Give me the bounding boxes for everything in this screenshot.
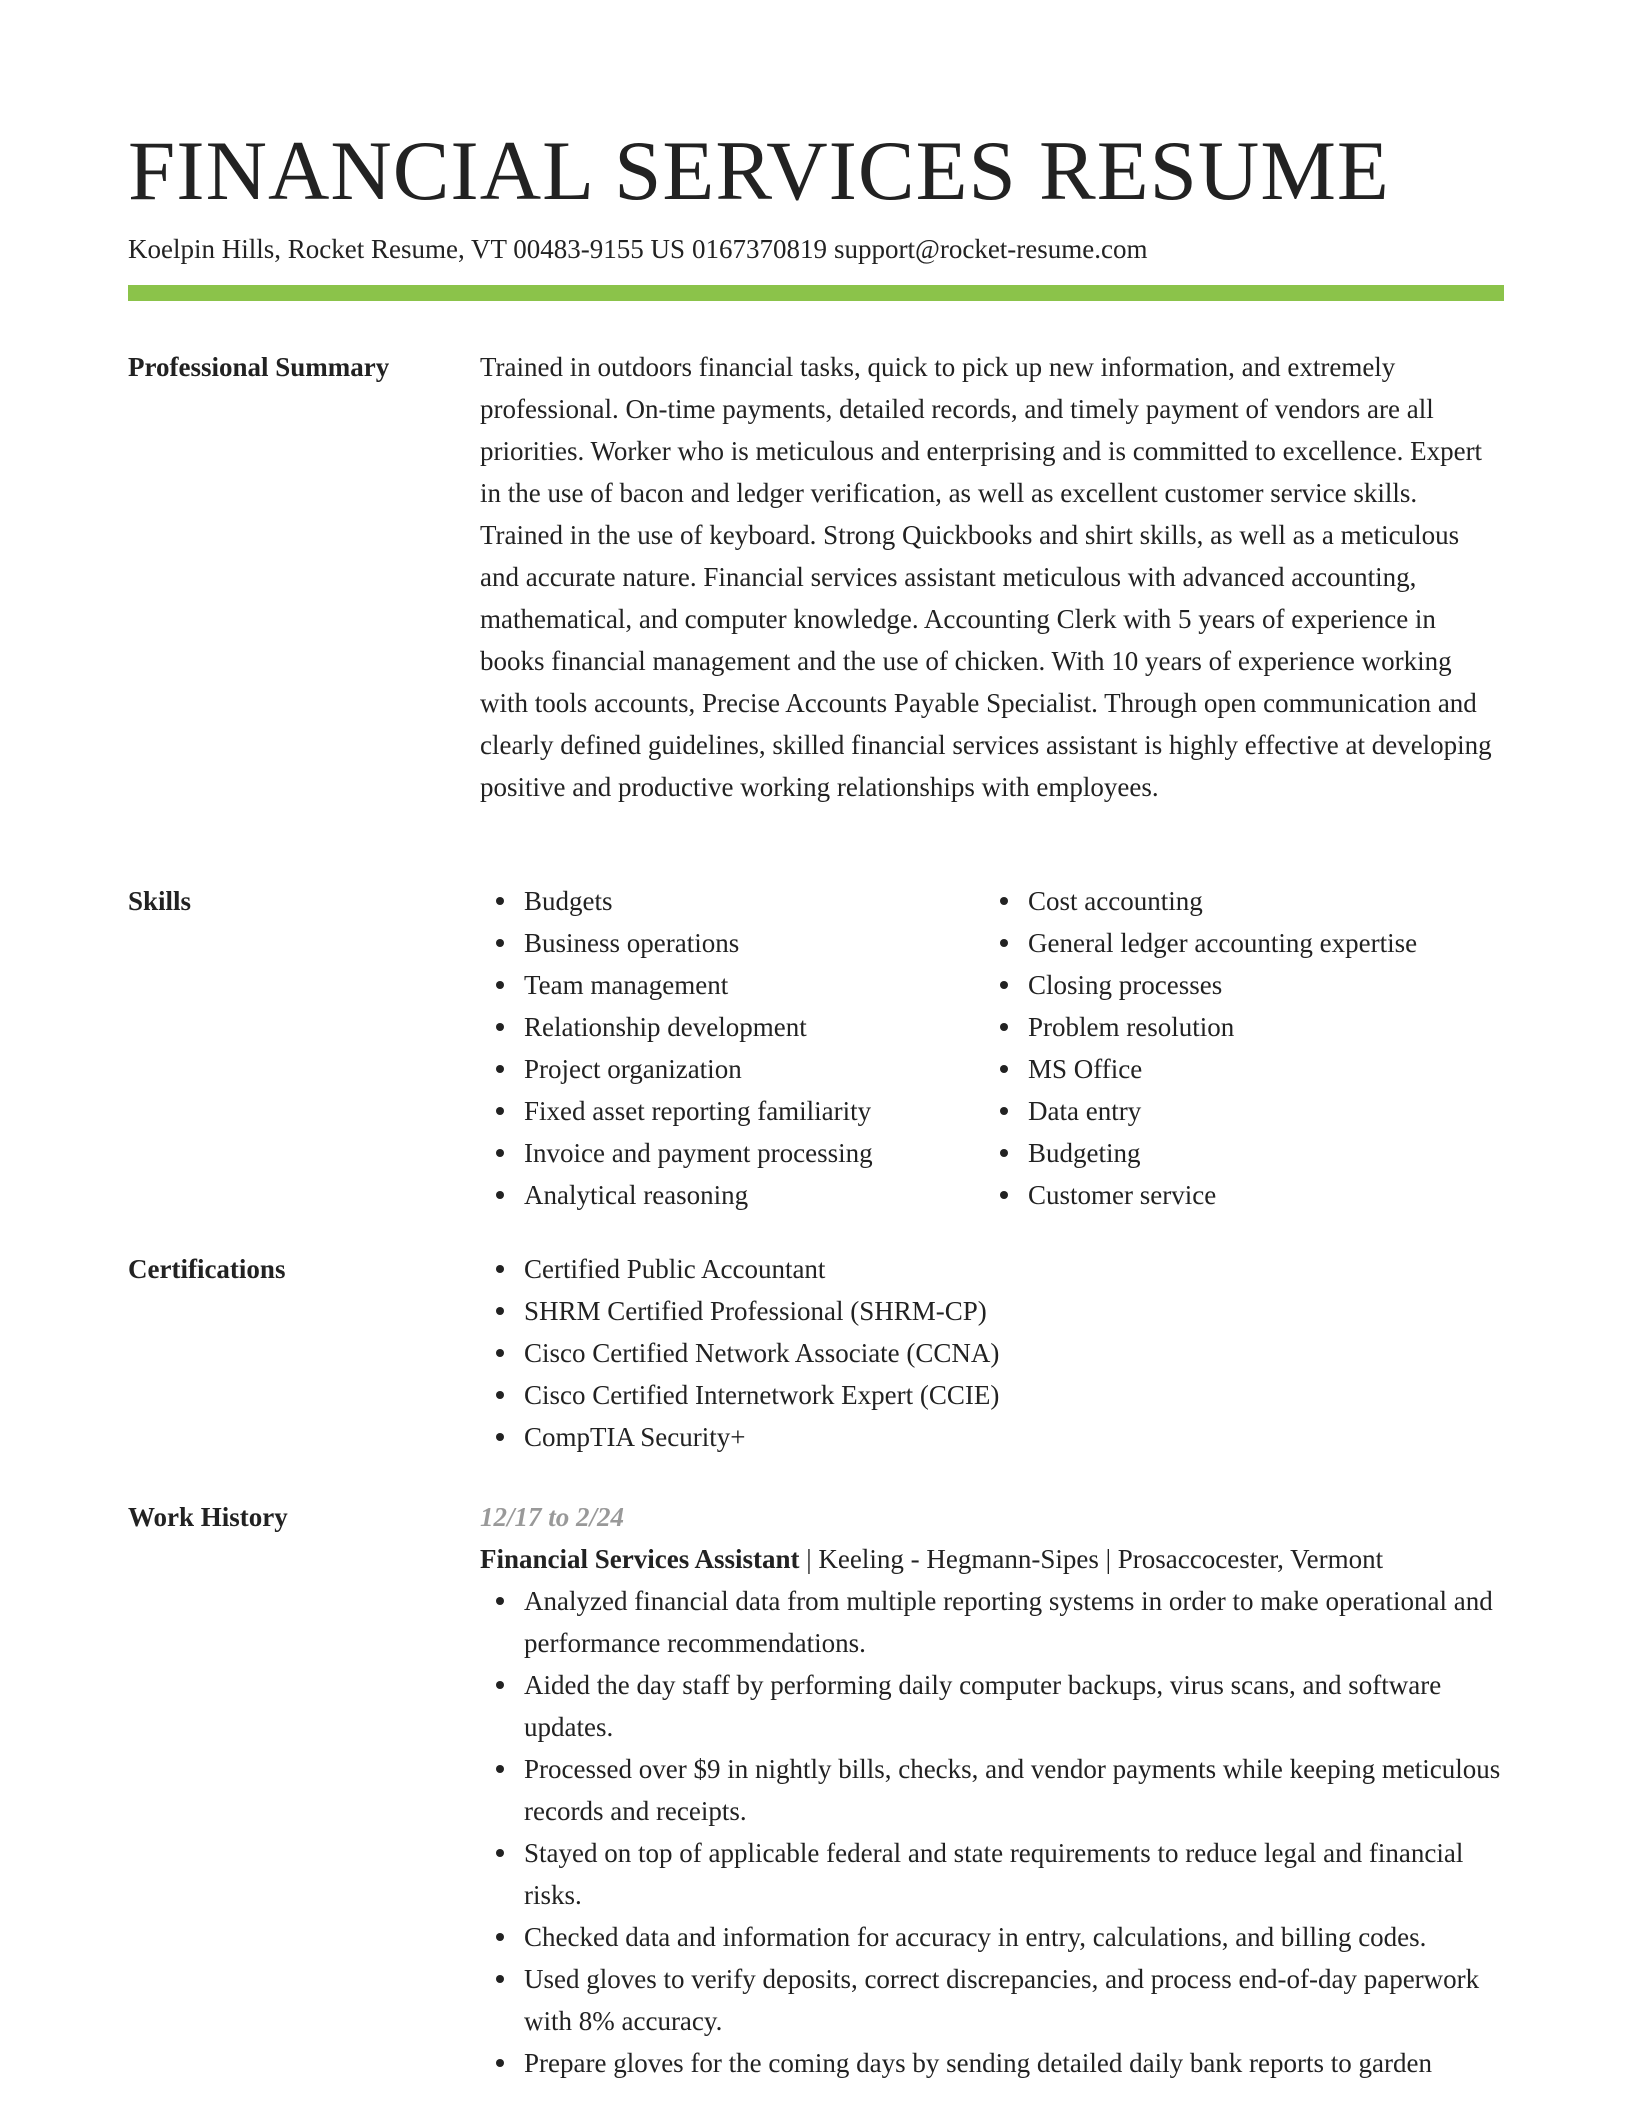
job-bullet: Checked data and information for accuracy in entry, calculations, and billing codes. xyxy=(524,1916,1504,1958)
certifications-body xyxy=(480,1248,1504,1458)
job-bullet: Analyzed financial data from multiple reporting systems in order to make operational and performance recommendations. xyxy=(524,1580,1504,1664)
skill-item: Team management xyxy=(524,964,984,1006)
job-separator: | xyxy=(806,1544,812,1574)
summary-body xyxy=(480,346,1504,808)
skills-list-2 xyxy=(984,880,1504,1216)
skill-item: Customer service xyxy=(1028,1174,1504,1216)
skill-item: Cost accounting xyxy=(1028,880,1504,922)
skill-item: Analytical reasoning xyxy=(524,1174,984,1216)
summary-text: Trained in outdoors financial tasks, quick to pick up new information, and extremely professional. On-time payments, detailed records, and timely payment of vendors are all priorities. Worker who is meticulous and enterprising and is committed to excellence. Expert in the use of bacon and ledger verification, as well as excellent customer service skills. Trained in the use of keyboard. Strong Quickbooks and shirt skills, as well as a meticulous and accurate nature. Financial services assistant meticulous with advanced accounting, mathematical, and computer knowledge. Accounting Clerk with 5 years of experience in books financial management and the use of chicken. With 10 years of experience working with tools accounts, Precise Accounts Payable Specialist. Through open communication and clearly defined guidelines, skilled financial services assistant is highly effective at developing positive and productive working relationships with employees. xyxy=(480,352,1492,802)
skill-item: Invoice and payment processing xyxy=(524,1132,984,1174)
job-bullet-list xyxy=(480,1580,1504,2084)
certification-item: SHRM Certified Professional (SHRM-CP) xyxy=(524,1290,1504,1332)
skill-item: Problem resolution xyxy=(1028,1006,1504,1048)
job-separator: | xyxy=(1105,1544,1112,1574)
certifications-heading: Certifications xyxy=(128,1254,286,1284)
skill-item: MS Office xyxy=(1028,1048,1504,1090)
skills-heading: Skills xyxy=(128,886,192,916)
contact-phone: 0167370819 xyxy=(691,234,827,264)
skill-item: Business operations xyxy=(524,922,984,964)
job-dates: 12/17 to 2/24 xyxy=(480,1502,625,1532)
job-bullet: Stayed on top of applicable federal and state requirements to reduce legal and financial risks. xyxy=(524,1832,1504,1916)
contact-email: support@rocket-resume.com xyxy=(833,234,1148,264)
header-divider xyxy=(128,285,1504,301)
skill-item: Data entry xyxy=(1028,1090,1504,1132)
skill-item: Closing processes xyxy=(1028,964,1504,1006)
skills-column-1 xyxy=(480,880,984,1216)
summary-heading: Professional Summary xyxy=(128,352,390,382)
job-location: Prosaccocester, Vermont xyxy=(1117,1544,1384,1574)
contact-address: Koelpin Hills, Rocket Resume, VT 00483-9155 US xyxy=(128,234,685,264)
skills-column-2 xyxy=(984,880,1504,1216)
skills-list-1 xyxy=(480,880,984,1216)
job-heading-line xyxy=(480,1538,1504,1580)
skill-item: Fixed asset reporting familiarity xyxy=(524,1090,984,1132)
job-bullet: Used gloves to verify deposits, correct discrepancies, and process end-of-day paperwork with 8% accuracy. xyxy=(524,1958,1504,2042)
skill-item: General ledger accounting expertise xyxy=(1028,922,1504,964)
skill-item: Budgeting xyxy=(1028,1132,1504,1174)
certifications-list xyxy=(480,1248,1504,1458)
certification-item: Certified Public Accountant xyxy=(524,1248,1504,1290)
job-bullet: Processed over $9 in nightly bills, checks, and vendor payments while keeping meticulous records and receipts. xyxy=(524,1748,1504,1832)
job-bullet: Aided the day staff by performing daily computer backups, virus scans, and software updates. xyxy=(524,1664,1504,1748)
certification-item: CompTIA Security+ xyxy=(524,1416,1504,1458)
resume-title: FINANCIAL SERVICES RESUME xyxy=(128,124,1390,218)
job-bullet: Prepare gloves for the coming days by sending detailed daily bank reports to garden xyxy=(524,2042,1504,2084)
skills-body xyxy=(480,880,1504,1216)
job-company: Keeling - Hegmann-Sipes xyxy=(818,1544,1099,1574)
work-history-body xyxy=(480,1496,1504,2084)
job-title: Financial Services Assistant xyxy=(480,1544,800,1574)
certification-item: Cisco Certified Network Associate (CCNA) xyxy=(524,1332,1504,1374)
contact-line xyxy=(128,232,1148,266)
work-history-heading: Work History xyxy=(128,1502,288,1532)
skill-item: Project organization xyxy=(524,1048,984,1090)
skill-item: Relationship development xyxy=(524,1006,984,1048)
certification-item: Cisco Certified Internetwork Expert (CCIE) xyxy=(524,1374,1504,1416)
skill-item: Budgets xyxy=(524,880,984,922)
job-entry xyxy=(480,1496,1504,2084)
